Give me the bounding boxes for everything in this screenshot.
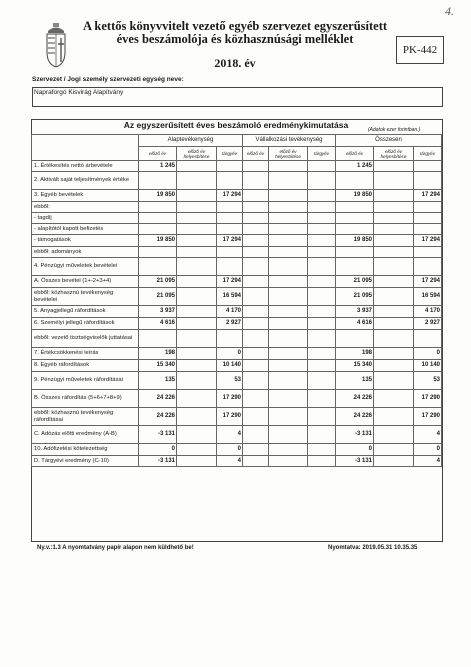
value-cell [243, 306, 269, 318]
value-cell: 24 226 [336, 408, 374, 426]
subcol-header: előző év [243, 147, 269, 161]
value-cell: 4 170 [217, 306, 243, 318]
value-cell: 21 095 [336, 288, 374, 306]
value-cell: 53 [414, 372, 442, 390]
value-cell [308, 390, 336, 408]
value-cell [414, 202, 442, 213]
row-label: - támogatások [32, 235, 139, 247]
value-cell: 4 170 [414, 306, 442, 318]
table-row [32, 247, 442, 258]
value-cell [374, 360, 414, 372]
value-cell [269, 348, 308, 360]
row-label: 8. Egyéb ráfordítások [32, 360, 139, 372]
value-cell [374, 276, 414, 288]
value-cell [374, 306, 414, 318]
table-row [32, 306, 442, 318]
value-cell [139, 247, 177, 258]
value-cell: 24 226 [336, 390, 374, 408]
subcol-header: előző év helyesbítése [374, 147, 414, 161]
value-cell [308, 444, 336, 456]
table-row [32, 456, 442, 467]
value-cell [217, 330, 243, 348]
value-cell [308, 456, 336, 467]
value-cell [243, 190, 269, 202]
subcol-header: tárgyév [308, 147, 336, 161]
value-cell [177, 330, 217, 348]
row-label: ebből: közhasznú tevékenység bevételei [32, 288, 139, 306]
value-cell [243, 456, 269, 467]
row-label: ebből: [32, 202, 139, 213]
value-cell: 3 937 [336, 306, 374, 318]
value-cell [308, 213, 336, 224]
value-cell [217, 224, 243, 235]
value-cell: 24 226 [139, 408, 177, 426]
table-row [32, 408, 442, 426]
value-cell [269, 318, 308, 330]
value-cell [414, 330, 442, 348]
table-row [32, 190, 442, 202]
value-cell [308, 360, 336, 372]
value-cell [308, 258, 336, 276]
value-cell: 53 [217, 372, 243, 390]
value-cell [139, 213, 177, 224]
table-row [32, 224, 442, 235]
value-cell [308, 288, 336, 306]
group-header: Összesen [336, 135, 442, 147]
row-label: - alapítótól kapott befizetés [32, 224, 139, 235]
value-cell [374, 456, 414, 467]
form-code: PK-442 [402, 44, 438, 56]
value-cell [414, 258, 442, 276]
value-cell [374, 348, 414, 360]
value-cell [269, 306, 308, 318]
value-cell: 16 594 [217, 288, 243, 306]
value-cell [217, 172, 243, 190]
value-cell: -3 131 [139, 456, 177, 467]
value-cell [269, 444, 308, 456]
table-row [32, 390, 442, 408]
value-cell [177, 306, 217, 318]
value-cell [414, 172, 442, 190]
value-cell [217, 202, 243, 213]
value-cell: 2 927 [414, 318, 442, 330]
value-cell [177, 224, 217, 235]
value-cell [374, 190, 414, 202]
value-cell [336, 224, 374, 235]
value-cell [243, 161, 269, 172]
row-label: 1. Értékesítés nettó árbevétele [32, 161, 139, 172]
value-cell [177, 247, 217, 258]
value-cell [217, 247, 243, 258]
value-cell [217, 213, 243, 224]
table-row [32, 372, 442, 390]
value-cell [374, 318, 414, 330]
subcol-header: előző év [336, 147, 374, 161]
value-cell: 15 340 [139, 360, 177, 372]
table-title: Az egyszerűsített éves beszámoló eredménykimutatása [123, 120, 349, 130]
value-cell: 0 [217, 348, 243, 360]
value-cell: 17 290 [414, 390, 442, 408]
table-row [32, 318, 442, 330]
table-row [32, 161, 442, 172]
table-row [32, 213, 442, 224]
value-cell [374, 426, 414, 444]
value-cell [269, 224, 308, 235]
value-cell [139, 330, 177, 348]
value-cell [177, 213, 217, 224]
value-cell [243, 213, 269, 224]
value-cell: 17 294 [414, 235, 442, 247]
label-header-cell [32, 135, 139, 161]
value-cell [308, 276, 336, 288]
value-cell [243, 318, 269, 330]
row-label: 6. Személyi jellegű ráfordítások [32, 318, 139, 330]
row-label: B. Összes ráfordítás (5+6+7+8+9) [32, 390, 139, 408]
value-cell: 0 [139, 444, 177, 456]
table-row [32, 330, 442, 348]
subcol-header: előző év helyesbítése [269, 147, 308, 161]
value-cell [177, 190, 217, 202]
group-header: Vállalkozási tevékenység [243, 135, 336, 147]
form-code-box [396, 36, 444, 64]
value-cell: 10 140 [414, 360, 442, 372]
row-label: 5. Anyagjellegű ráfordítások [32, 306, 139, 318]
value-cell [243, 444, 269, 456]
value-cell: 2 927 [217, 318, 243, 330]
value-cell [374, 224, 414, 235]
value-cell [177, 372, 217, 390]
table-row [32, 288, 442, 306]
value-cell [243, 288, 269, 306]
value-cell [269, 390, 308, 408]
value-cell [269, 426, 308, 444]
value-cell [374, 258, 414, 276]
value-cell [308, 161, 336, 172]
value-cell: 4 [414, 456, 442, 467]
value-cell [243, 172, 269, 190]
row-label: 7. Értékcsökkenési leírás [32, 348, 139, 360]
value-cell [336, 202, 374, 213]
value-cell: 21 095 [139, 288, 177, 306]
value-cell [374, 235, 414, 247]
table-row [32, 202, 442, 213]
value-cell: 1 245 [336, 161, 374, 172]
value-cell [269, 330, 308, 348]
value-cell [177, 172, 217, 190]
value-cell: 16 594 [414, 288, 442, 306]
value-cell [177, 444, 217, 456]
value-cell [217, 161, 243, 172]
value-cell [414, 161, 442, 172]
unit-note: (Adatok ezer forintban.) [368, 127, 421, 133]
value-cell: 17 294 [217, 190, 243, 202]
value-cell: 17 290 [217, 408, 243, 426]
value-cell: 198 [139, 348, 177, 360]
value-cell: 4 [217, 456, 243, 467]
value-cell [336, 330, 374, 348]
value-cell [308, 330, 336, 348]
value-cell: 17 290 [217, 390, 243, 408]
value-cell: 4 616 [336, 318, 374, 330]
value-cell [269, 360, 308, 372]
value-cell [269, 172, 308, 190]
value-cell [243, 247, 269, 258]
value-cell [269, 288, 308, 306]
value-cell [374, 390, 414, 408]
value-cell [414, 247, 442, 258]
value-cell: 0 [414, 444, 442, 456]
footer-version-note: Ny.v.:1.3 A nyomtatvány papír alapon nem küldhető be! [37, 545, 194, 551]
value-cell: -3 131 [336, 456, 374, 467]
value-cell: 17 294 [414, 276, 442, 288]
value-cell [243, 408, 269, 426]
value-cell [374, 372, 414, 390]
value-cell: 3 937 [139, 306, 177, 318]
value-cell [269, 408, 308, 426]
value-cell [308, 172, 336, 190]
value-cell: 17 294 [414, 190, 442, 202]
value-cell [374, 172, 414, 190]
income-statement-table [31, 134, 442, 467]
table-row [32, 426, 442, 444]
value-cell [177, 456, 217, 467]
row-label: ebből: adományok [32, 247, 139, 258]
value-cell [177, 360, 217, 372]
value-cell [177, 258, 217, 276]
row-label: 2. Aktivált saját teljesítmények értéke [32, 172, 139, 190]
row-label: 3. Egyéb bevételek [32, 190, 139, 202]
value-cell: 24 226 [139, 390, 177, 408]
value-cell [243, 348, 269, 360]
value-cell [308, 202, 336, 213]
table-row [32, 360, 442, 372]
value-cell [308, 247, 336, 258]
value-cell [243, 224, 269, 235]
row-label: A. Összes bevétel (1+-2+3+4) [32, 276, 139, 288]
value-cell [308, 224, 336, 235]
value-cell [217, 258, 243, 276]
value-cell: 0 [336, 444, 374, 456]
value-cell [308, 372, 336, 390]
table-row [32, 172, 442, 190]
value-cell [269, 190, 308, 202]
value-cell: 21 095 [139, 276, 177, 288]
value-cell: 19 850 [336, 190, 374, 202]
value-cell: 19 850 [139, 235, 177, 247]
value-cell [177, 390, 217, 408]
value-cell [177, 161, 217, 172]
value-cell [177, 235, 217, 247]
value-cell [308, 426, 336, 444]
subcol-header: tárgyév [217, 147, 243, 161]
value-cell [139, 224, 177, 235]
value-cell [308, 190, 336, 202]
value-cell [308, 306, 336, 318]
value-cell [243, 330, 269, 348]
report-year: 2018. év [214, 56, 256, 70]
page-mark: 4. [445, 4, 454, 18]
value-cell: -3 131 [139, 426, 177, 444]
table-row [32, 348, 442, 360]
value-cell: 198 [336, 348, 374, 360]
value-cell [139, 202, 177, 213]
value-cell: 135 [139, 372, 177, 390]
value-cell [336, 247, 374, 258]
value-cell: 19 850 [336, 235, 374, 247]
value-cell [308, 235, 336, 247]
value-cell [139, 258, 177, 276]
footer-print-date: Nyomtatva: 2019.05.31 10.35.35 [328, 545, 418, 551]
value-cell [177, 408, 217, 426]
value-cell [269, 213, 308, 224]
value-cell [336, 258, 374, 276]
value-cell [308, 408, 336, 426]
value-cell: 17 294 [217, 235, 243, 247]
value-cell [269, 276, 308, 288]
value-cell [177, 288, 217, 306]
value-cell [243, 276, 269, 288]
value-cell: 1 245 [139, 161, 177, 172]
value-cell [308, 318, 336, 330]
form-title-line2: éves beszámolója és közhasznúsági melléklet [116, 32, 354, 46]
value-cell [269, 161, 308, 172]
value-cell: 4 [414, 426, 442, 444]
value-cell: 17 294 [217, 276, 243, 288]
value-cell [269, 235, 308, 247]
value-cell: 19 850 [139, 190, 177, 202]
value-cell [269, 456, 308, 467]
value-cell [177, 276, 217, 288]
group-header: Alaptevékenység [139, 135, 243, 147]
value-cell [374, 213, 414, 224]
subcol-header: tárgyév [414, 147, 442, 161]
value-cell [374, 161, 414, 172]
subcol-header: előző év [139, 147, 177, 161]
subcol-header: előző év helyesbítése [177, 147, 217, 161]
value-cell: 15 340 [336, 360, 374, 372]
value-cell [243, 390, 269, 408]
value-cell [308, 348, 336, 360]
value-cell [414, 213, 442, 224]
value-cell: 10 140 [217, 360, 243, 372]
form-title-line1: A kettős könyvvitelt vezető egyéb szervezet egyszerűsített [82, 19, 388, 33]
value-cell [243, 258, 269, 276]
table-row [32, 258, 442, 276]
table-row [32, 235, 442, 247]
row-label: ebből: vezető tisztségviselők juttatásai [32, 330, 139, 348]
value-cell: 4 [217, 426, 243, 444]
value-cell [177, 318, 217, 330]
value-cell [374, 330, 414, 348]
value-cell [177, 426, 217, 444]
value-cell [269, 202, 308, 213]
row-label: 9. Pénzügyi műveletek ráfordításai [32, 372, 139, 390]
value-cell [139, 172, 177, 190]
value-cell [374, 408, 414, 426]
row-label: - tagdíj [32, 213, 139, 224]
value-cell [243, 202, 269, 213]
row-label: ebből: közhasznú tevékenység ráfordításai [32, 408, 139, 426]
value-cell: 4 616 [139, 318, 177, 330]
value-cell [243, 360, 269, 372]
coat-of-arms-icon [45, 22, 67, 68]
value-cell [336, 172, 374, 190]
row-label: D. Tárgyévi eredmény (C-10) [32, 456, 139, 467]
value-cell: -3 131 [336, 426, 374, 444]
value-cell: 0 [217, 444, 243, 456]
value-cell [374, 288, 414, 306]
value-cell [269, 372, 308, 390]
org-name: Napraforgó Kisvirág Alapítvány [34, 89, 124, 96]
value-cell: 135 [336, 372, 374, 390]
value-cell: 17 290 [414, 408, 442, 426]
value-cell: 21 095 [336, 276, 374, 288]
value-cell [269, 258, 308, 276]
row-label: C. Adózás előtti eredmény (A-B) [32, 426, 139, 444]
value-cell [243, 372, 269, 390]
value-cell [243, 426, 269, 444]
value-cell [374, 444, 414, 456]
value-cell [177, 202, 217, 213]
org-label: Szervezet / Jogi személy szervezeti egység neve: [32, 76, 184, 83]
table-row [32, 444, 442, 456]
value-cell: 0 [414, 348, 442, 360]
row-label: 10. Adófizetési kötelezettség [32, 444, 139, 456]
value-cell [374, 202, 414, 213]
value-cell [177, 348, 217, 360]
value-cell [336, 213, 374, 224]
row-label: 4. Pénzügyi műveletek bevételei [32, 258, 139, 276]
table-row [32, 276, 442, 288]
value-cell [269, 247, 308, 258]
value-cell [243, 235, 269, 247]
value-cell [414, 224, 442, 235]
value-cell [374, 247, 414, 258]
